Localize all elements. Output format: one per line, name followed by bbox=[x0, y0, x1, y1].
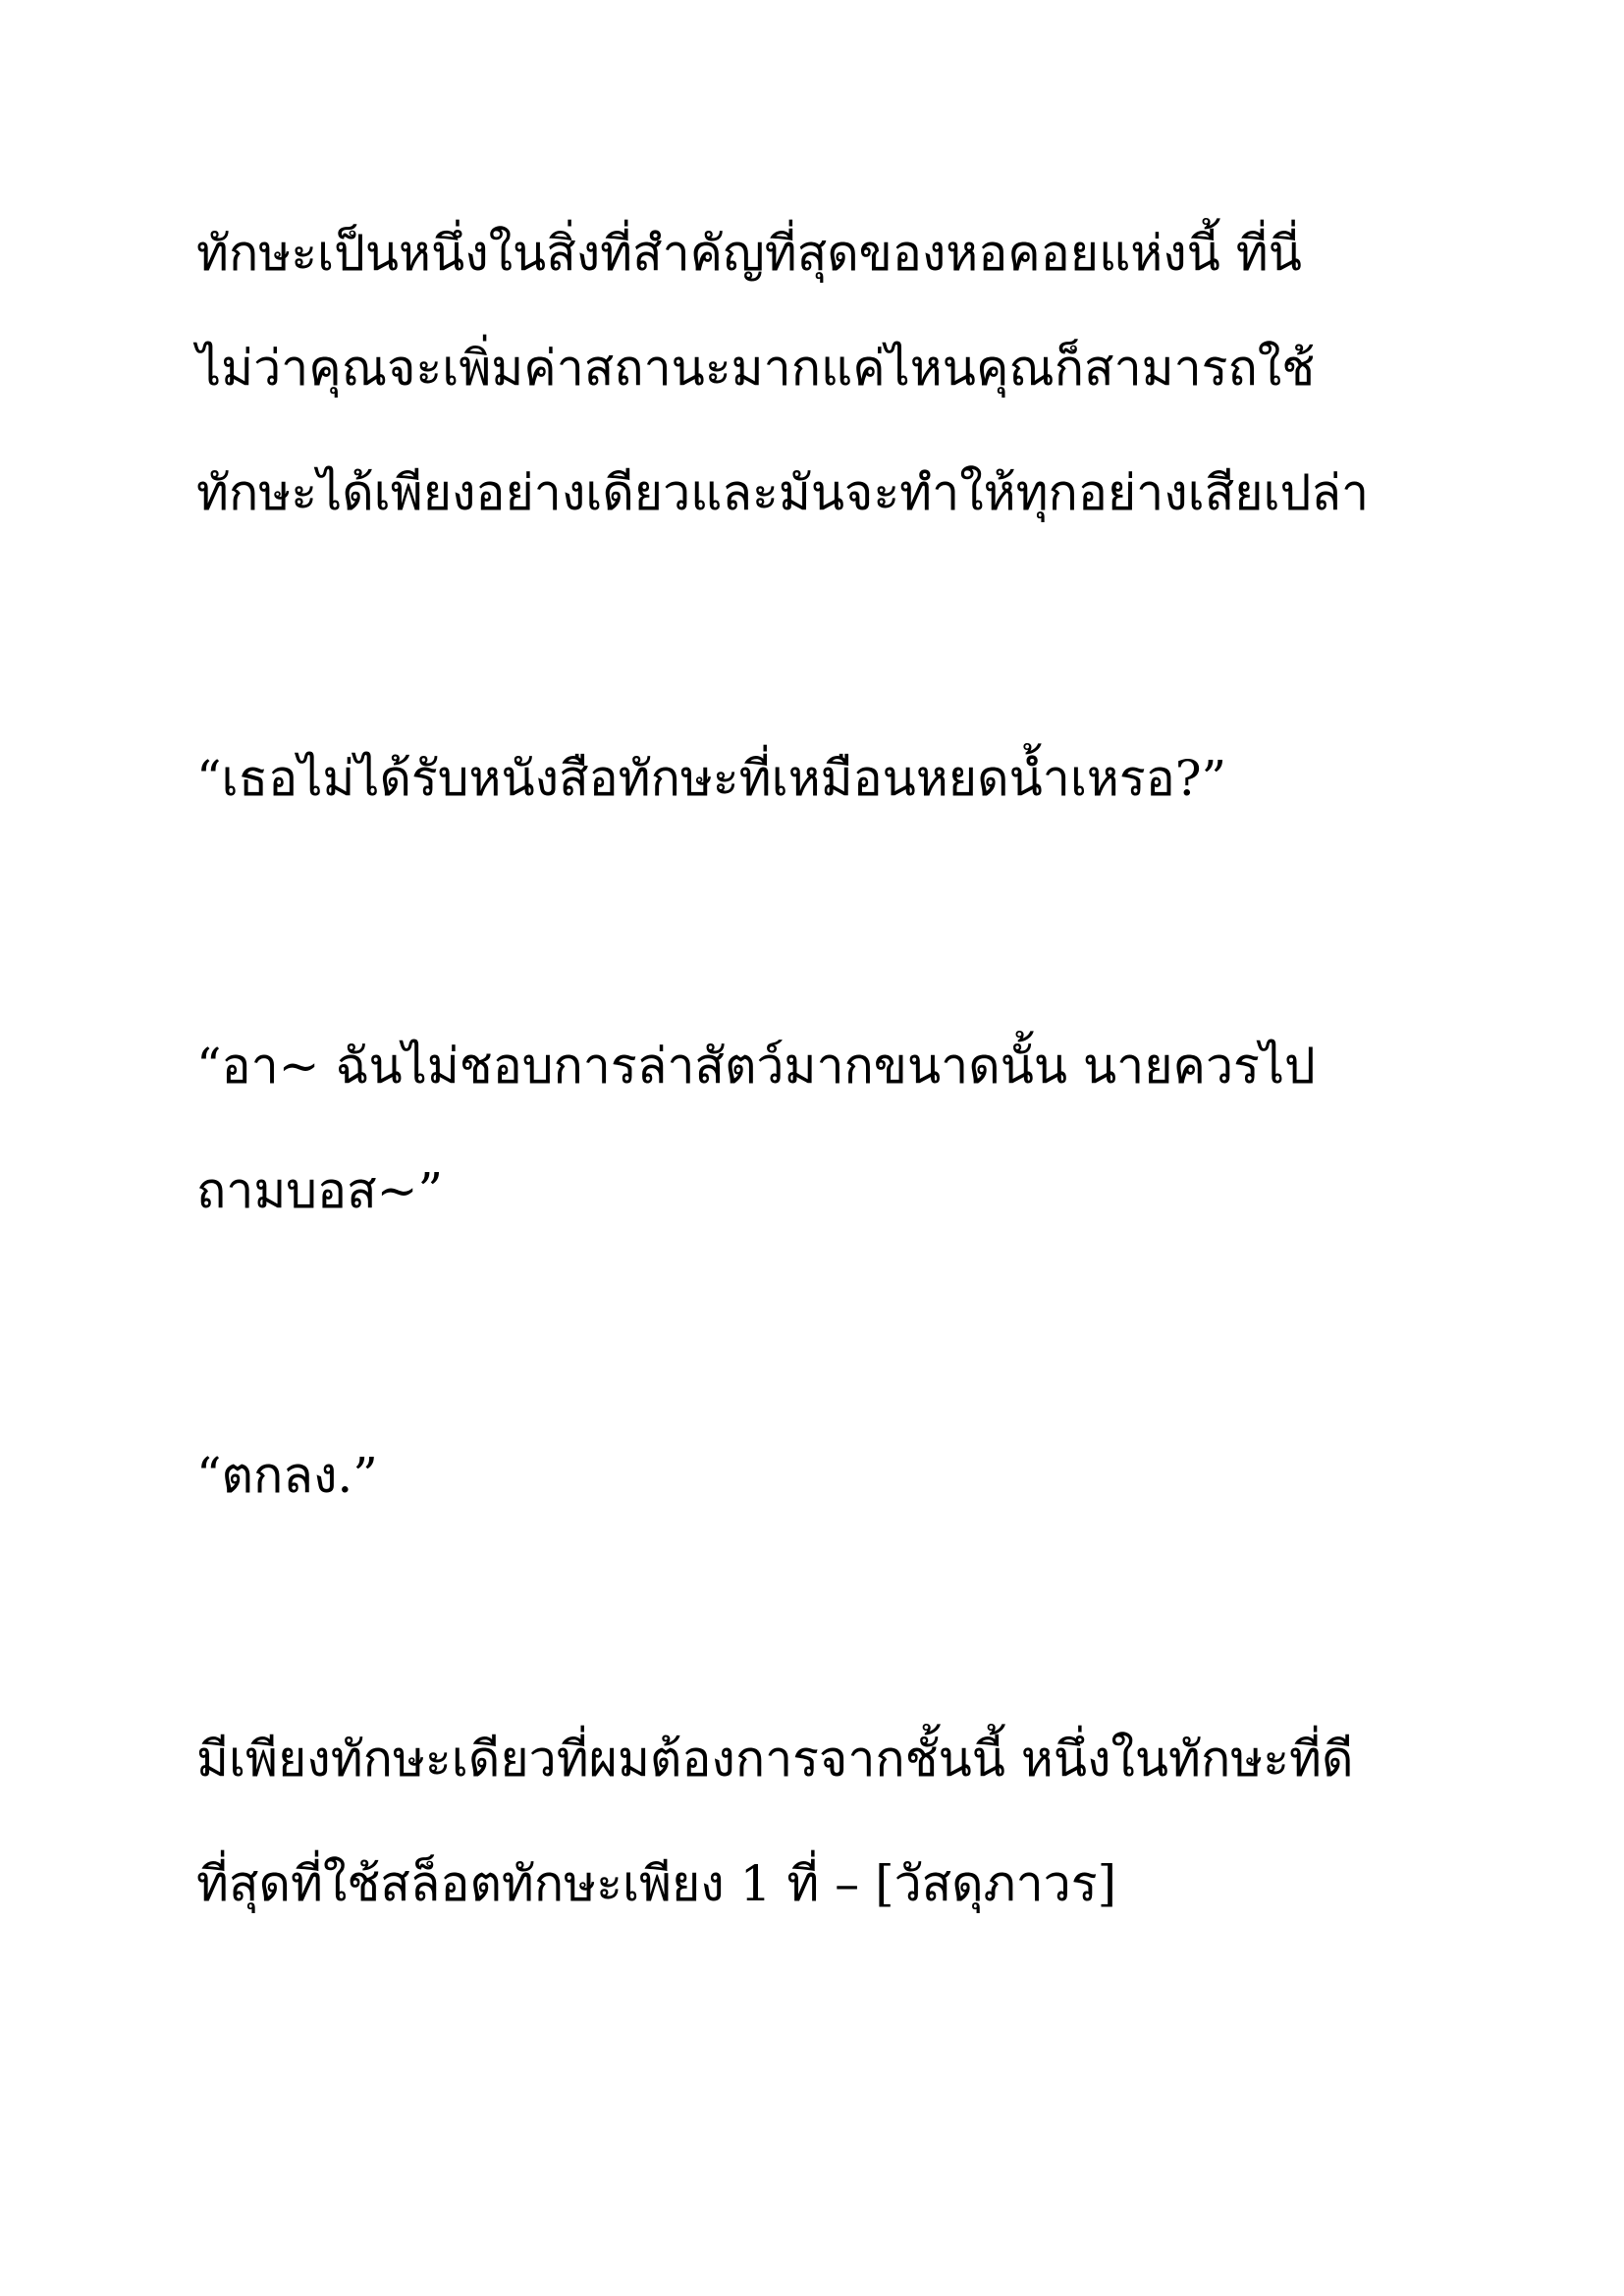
text-line: ถามบอส~” bbox=[196, 1162, 444, 1219]
text-line: ไม่ว่าคุณจะเพิ่มค่าสถานะมากแค่ไหนคุณก็สามารถใช้ bbox=[196, 340, 1316, 397]
text-line: ที่สุดที่ใช้สล็อตทักษะเพียง 1 ที่ – [วัสดุภาวร] bbox=[196, 1855, 1117, 1912]
text-line: มีเพียงทักษะเดียวที่ผมต้องการจากชั้นนี้ หนึ่งในทักษะที่ดี bbox=[196, 1731, 1354, 1788]
text-line: ทักษะเป็นหนึ่งในสิ่งที่สำคัญที่สุดของหอคอยแห่งนี้ ที่นี่ bbox=[196, 225, 1302, 282]
text-line: “อา~ ฉันไม่ชอบการล่าสัตว์มากขนาดนั้น นายควรไป bbox=[196, 1038, 1316, 1095]
text-line: ทักษะได้เพียงอย่างเดียวและมันจะทำให้ทุกอย่างเสียเปล่า bbox=[196, 464, 1370, 521]
text-line: “ตกลง.” bbox=[196, 1447, 378, 1504]
text-line: “เธอไม่ได้รับหนังสือทักษะที่เหมือนหยดน้ำเหรอ?” bbox=[196, 750, 1227, 807]
